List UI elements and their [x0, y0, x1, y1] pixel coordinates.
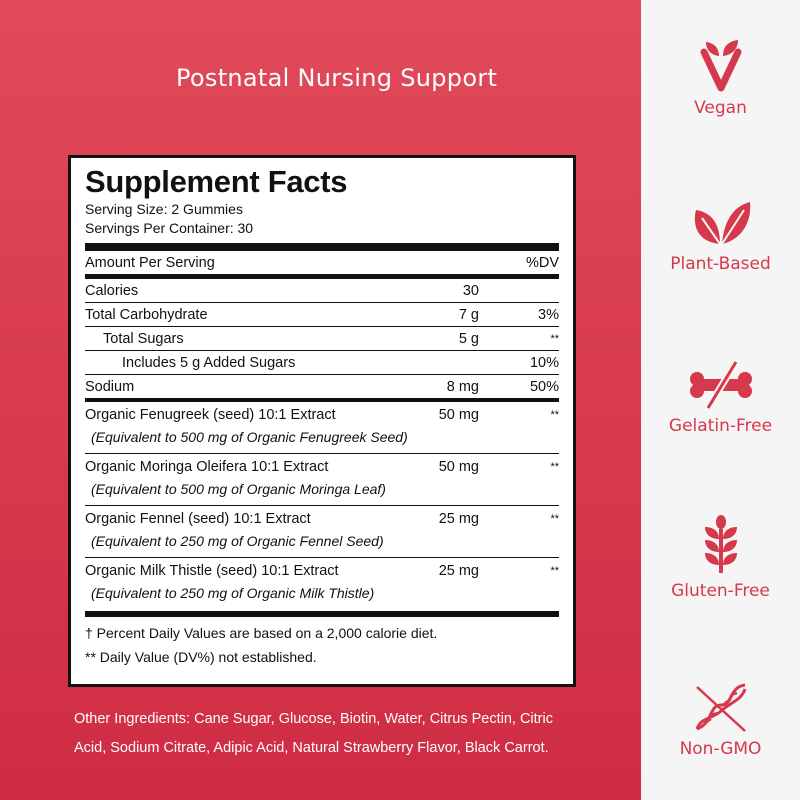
ingredient-equivalent: (Equivalent to 500 mg of Organic Fenugreek Seed) — [91, 429, 408, 445]
ingredient-name: Organic Moringa Oleifera 10:1 Extract — [85, 459, 329, 475]
ingredient-name: Organic Milk Thistle (seed) 10:1 Extract — [85, 563, 339, 579]
ingredient-equivalent: (Equivalent to 500 mg of Organic Moringa Leaf) — [91, 481, 386, 497]
ingredient-amount: 50 mg — [438, 459, 479, 475]
nutrient-row — [85, 303, 559, 327]
nutrient-row — [85, 351, 559, 375]
nutrient-amount: 30 — [462, 282, 479, 299]
nutrient-dv: 10% — [529, 354, 559, 371]
ingredient-dv: ** — [550, 565, 559, 577]
badge-label: Gluten-Free — [671, 581, 770, 601]
amount-header-row — [85, 251, 559, 275]
ingredient-dv: ** — [550, 461, 559, 473]
nutrient-dv: 50% — [529, 378, 559, 395]
ingredient-row — [85, 454, 559, 506]
bone-crossed-icon — [641, 360, 800, 410]
wheat-icon — [641, 515, 800, 575]
serving-size: Serving Size: 2 Gummies — [85, 201, 243, 217]
nutrient-amount: 5 g — [458, 330, 479, 347]
footnote-daily-values: † Percent Daily Values are based on a 2,000 calorie diet. — [85, 625, 438, 641]
nutrient-amount: 8 mg — [446, 378, 479, 395]
badge-gelatin-free — [641, 360, 800, 436]
ingredient-equivalent: (Equivalent to 250 mg of Organic Milk Thistle) — [91, 585, 375, 601]
ingredient-row — [85, 402, 559, 454]
amount-header: Amount Per Serving — [85, 254, 215, 271]
nutrient-amount: 7 g — [458, 306, 479, 323]
ingredient-dv: ** — [550, 513, 559, 525]
headline: Postnatal Nursing Support — [176, 64, 498, 92]
nutrient-dv: 3% — [538, 306, 559, 323]
nutrient-row — [85, 327, 559, 351]
servings-per-container: Servings Per Container: 30 — [85, 220, 254, 236]
badge-label: Gelatin-Free — [668, 416, 773, 436]
leaf-icon — [641, 200, 800, 248]
nutrient-name: Sodium — [85, 378, 135, 395]
nutrient-dv: ** — [550, 332, 559, 345]
ingredient-name: Organic Fenugreek (seed) 10:1 Extract — [85, 407, 336, 423]
badge-vegan — [641, 38, 800, 118]
badge-label: Plant-Based — [670, 254, 771, 274]
footnote-not-established: ** Daily Value (DV%) not established. — [85, 649, 317, 665]
ingredient-row — [85, 558, 559, 609]
nutrient-name: Calories — [85, 282, 139, 299]
other-ingredients: Other Ingredients: Cane Sugar, Glucose, Biotin, Water, Citrus Pectin, Citric Acid, Sodium Citrate, Adipic Acid, Natural Strawberry Flavor, Black Carrot. — [74, 711, 553, 756]
badge-plant-based — [641, 200, 800, 274]
badge-label: Non-GMO — [679, 739, 762, 759]
supplement-facts-panel — [68, 155, 576, 687]
nutrient-row — [85, 375, 559, 398]
badge-gluten-free — [641, 515, 800, 601]
ingredient-dv: ** — [550, 409, 559, 421]
ingredient-name: Organic Fennel (seed) 10:1 Extract — [85, 511, 311, 527]
ingredient-equivalent: (Equivalent to 250 mg of Organic Fennel Seed) — [91, 533, 384, 549]
vegan-v-icon — [641, 38, 800, 92]
ingredient-amount: 25 mg — [438, 563, 479, 579]
nutrient-name: Total Sugars — [103, 330, 184, 347]
ingredient-amount: 25 mg — [438, 511, 479, 527]
nutrient-name: Includes 5 g Added Sugars — [122, 354, 296, 371]
dv-header: %DV — [525, 254, 559, 271]
dna-icon — [641, 683, 800, 733]
badge-non-gmo — [641, 683, 800, 759]
nutrient-name: Total Carbohydrate — [85, 306, 208, 323]
ingredient-row — [85, 506, 559, 558]
facts-title: Supplement Facts — [85, 164, 348, 199]
footnotes — [85, 617, 559, 669]
thick-divider — [85, 243, 559, 251]
nutrient-row — [85, 279, 559, 303]
badge-label: Vegan — [694, 98, 747, 118]
ingredient-amount: 50 mg — [438, 407, 479, 423]
